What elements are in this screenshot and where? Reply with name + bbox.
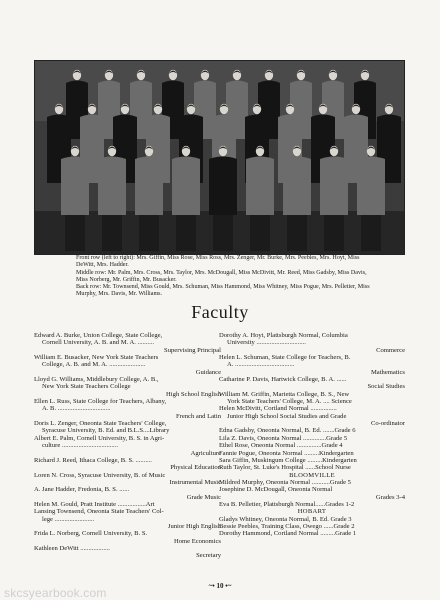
photo-caption bbox=[76, 255, 376, 299]
chair bbox=[139, 215, 159, 251]
faculty-detail-line: A. B. ................................ bbox=[42, 405, 111, 413]
faculty-entry bbox=[34, 501, 221, 508]
faculty-name-line: Frida L. Norberg, Cornell University, B. S. bbox=[34, 530, 148, 538]
faculty-name-line: Josephine D. McDougall, Oneonta Normal bbox=[219, 486, 333, 494]
faculty-role: Mathematics bbox=[370, 368, 405, 376]
faculty-detail-line: Junior High School Social Studies and Grade bbox=[227, 412, 347, 420]
faculty-entry bbox=[219, 501, 405, 508]
faculty-name-line: Edward A. Burke, Union College, State College, bbox=[34, 332, 163, 339]
faculty-entry bbox=[219, 464, 405, 471]
faculty-entry bbox=[34, 376, 221, 398]
faculty-name-line: Fannie Pogue, Oneonta Normal .........Kindergarten bbox=[219, 449, 354, 457]
faculty-entry bbox=[219, 391, 405, 406]
faculty-detail-line: College, A. B. and M. A. ...................... bbox=[42, 361, 146, 369]
faculty-name-line: Dorothy Hammond, Cortland Normal .........Grade 1 bbox=[219, 530, 357, 538]
faculty-entry bbox=[219, 450, 405, 457]
faculty-name-line: Helen L. Schuman, State College for Teachers, B. bbox=[219, 354, 351, 362]
faculty-role: Instrumental Music bbox=[169, 478, 221, 486]
faculty-entry bbox=[219, 486, 405, 501]
section-heading-bloomville: BLOOMVILLE bbox=[289, 471, 335, 479]
faculty-name-line: Mildred Murphy, Oneonta Normal ...........Grade 5 bbox=[219, 478, 351, 486]
watermark: skcsyearbook.com bbox=[4, 586, 107, 600]
faculty-name-line: Bessie Peebles, Training Class, Owego ......Grade 2 bbox=[219, 522, 355, 530]
chair bbox=[250, 215, 270, 251]
chair bbox=[324, 215, 344, 251]
faculty-entry bbox=[34, 530, 221, 545]
faculty-detail-line: culture .................................. bbox=[42, 442, 119, 450]
page-number: ~• 10 •~ bbox=[208, 582, 232, 590]
faculty-role: Commerce bbox=[376, 346, 405, 354]
faculty-entry bbox=[219, 354, 405, 376]
faculty-entry bbox=[219, 530, 405, 537]
faculty-detail-line: New York State Teachers College bbox=[42, 383, 131, 391]
faculty-role: Physical Education bbox=[170, 464, 221, 472]
faculty-name-line: Ruth Taylor, St. Luke's Hospital ......School Nurse bbox=[219, 464, 351, 472]
faculty-name-line: Kathleen DeWitt .................. bbox=[34, 544, 110, 552]
faculty-name-line: Lila Z. Davis, Oneonta Normal ..............Grade 5 bbox=[219, 434, 348, 442]
faculty-role: Supervising Principal bbox=[164, 346, 221, 354]
faculty-role: Home Economics bbox=[173, 537, 221, 545]
faculty-name-line: Helen McDivitt, Cortland Normal ................ bbox=[219, 405, 337, 413]
faculty-name-line: Ethel Rose, Oneonta Normal ...............Grade 4 bbox=[219, 442, 343, 450]
faculty-name-line: Ellen L. Russ, State College for Teachers, Albany, bbox=[34, 398, 167, 406]
faculty-detail-line: Syracuse University, B. Ed. and B.L.S....Library bbox=[42, 427, 170, 435]
faculty-name-line: Lansing Townsend, Oneonta State Teachers' Col- bbox=[34, 508, 164, 516]
chair bbox=[102, 215, 122, 251]
group-photo-illustration bbox=[35, 61, 404, 254]
faculty-entry bbox=[219, 435, 405, 442]
faculty-role: High School English bbox=[166, 390, 221, 398]
faculty-name-line: Dorothy A. Hoyt, Plattsburgh Normal, Columbia bbox=[219, 332, 348, 339]
faculty-entry bbox=[219, 332, 405, 354]
faculty-name-line: Edna Gadsby, Oneonta Normal, B. Ed. .......Grade 6 bbox=[219, 427, 356, 435]
page-number-value: 10 bbox=[216, 582, 224, 590]
faculty-entry bbox=[34, 354, 221, 376]
faculty-entry bbox=[34, 508, 221, 530]
faculty-name-line: Albert E. Palm, Cornell University, B. S. in Agri- bbox=[34, 434, 165, 442]
faculty-name-line: Doris L. Zenger, Oneonta State Teachers' College, bbox=[34, 420, 167, 428]
caption-back-row: Back row: Mr. Townsend, Miss Gould, Mrs. Schuman, Miss Hammond, Miss Whitney, Miss Pogue, Mrs. Pelletier, Miss Murphy, Mrs. Davis, Mr. Williams. bbox=[76, 284, 370, 298]
page-title: Faculty bbox=[191, 302, 249, 322]
faculty-entry bbox=[219, 405, 405, 427]
chair bbox=[361, 215, 381, 251]
faculty-role: Junior High English bbox=[167, 522, 221, 530]
faculty-entry bbox=[34, 420, 221, 435]
faculty-name-line: Helen M. Gould, Pratt Institute .................Art bbox=[34, 500, 155, 508]
faculty-role: Co-ordinator bbox=[370, 420, 405, 428]
faculty-role: French and Latin bbox=[175, 412, 221, 420]
faculty-detail-line: lege ........................ bbox=[42, 515, 95, 523]
faculty-entry bbox=[34, 457, 221, 472]
faculty-entry bbox=[34, 486, 221, 501]
faculty-entry bbox=[219, 479, 405, 486]
faculty-name-line: Richard J. Reed, Ithaca College, B. S. .......... bbox=[34, 456, 152, 464]
faculty-entry bbox=[219, 442, 405, 449]
chair bbox=[65, 215, 85, 251]
faculty-detail-line: York State Teachers' College, M. A. .... Science bbox=[227, 398, 352, 406]
caption-middle-row: Middle row: Mr. Palm, Mrs. Cross, Mrs. Taylor, Mrs. McDougall, Miss McDivitt, Mr. Reed, Miss Gadsby, Miss Davis, Miss Norberg, Mr. Griffin, Mr. Busacker. bbox=[76, 269, 367, 283]
faculty-role: Grade Music bbox=[186, 493, 221, 501]
chair bbox=[176, 215, 196, 251]
faculty-entry bbox=[219, 427, 405, 434]
chair bbox=[287, 215, 307, 251]
faculty-role: Social Studies bbox=[367, 383, 405, 391]
faculty-entry bbox=[219, 457, 405, 464]
faculty-name-line: Sara Giffin, Muskingum College .........Kindergarten bbox=[219, 456, 357, 464]
faculty-entry bbox=[34, 332, 221, 354]
faculty-name-line: Gladys Whitney, Oneonta Normal, B. Ed. Grade 3 bbox=[219, 515, 352, 523]
faculty-list-right bbox=[219, 332, 405, 538]
faculty-list-left bbox=[34, 332, 221, 560]
faculty-entry bbox=[219, 516, 405, 523]
faculty-detail-line: A. .................................... bbox=[227, 361, 295, 369]
faculty-role: Grades 3-4 bbox=[375, 493, 405, 501]
faculty-entry bbox=[219, 376, 405, 391]
faculty-name-line: William M. Griffin, Marietta College, B. S., New bbox=[219, 390, 350, 398]
faculty-entry bbox=[219, 523, 405, 530]
faculty-group-photo bbox=[34, 60, 405, 255]
faculty-entry bbox=[34, 472, 221, 487]
faculty-name-line: William E. Busacker, New York State Teachers bbox=[34, 354, 159, 362]
faculty-entry bbox=[34, 545, 221, 560]
section-heading-hobart: HOBART bbox=[297, 508, 327, 516]
faculty-name-line: Eva B. Pelletier, Plattsburgh Normal......Grades 1-2 bbox=[219, 500, 355, 508]
chair bbox=[213, 215, 233, 251]
caption-front-row: Front row (left to right): Mrs. Giffin, Miss Rose, Miss Ross, Mrs. Zenger, Mr. Burke, Mrs. Peebles, Mrs. Hoyt, Miss DeWitt, Mrs. Hadder. bbox=[76, 255, 360, 269]
faculty-role: Agriculture bbox=[190, 449, 221, 457]
faculty-name-line: Loren N. Cross, Syracuse University, B. of Music bbox=[34, 471, 166, 479]
faculty-role: Secretary bbox=[196, 552, 221, 560]
faculty-detail-line: Cornell University, A. B. and M. A. .......... bbox=[42, 339, 155, 347]
faculty-role: Guidance bbox=[195, 368, 221, 376]
faculty-entry bbox=[34, 435, 221, 457]
faculty-name-line: Catharine P. Davis, Hartwick College, B. A. ...... bbox=[219, 376, 347, 384]
faculty-detail-line: University .............................. bbox=[227, 339, 306, 347]
faculty-name-line: A. Jane Hadder, Fredonia, B. S. ...... bbox=[34, 486, 130, 494]
faculty-name-line: Lloyd G. Williams, Middlebury College, A. B., bbox=[34, 376, 159, 384]
faculty-entry bbox=[34, 398, 221, 420]
